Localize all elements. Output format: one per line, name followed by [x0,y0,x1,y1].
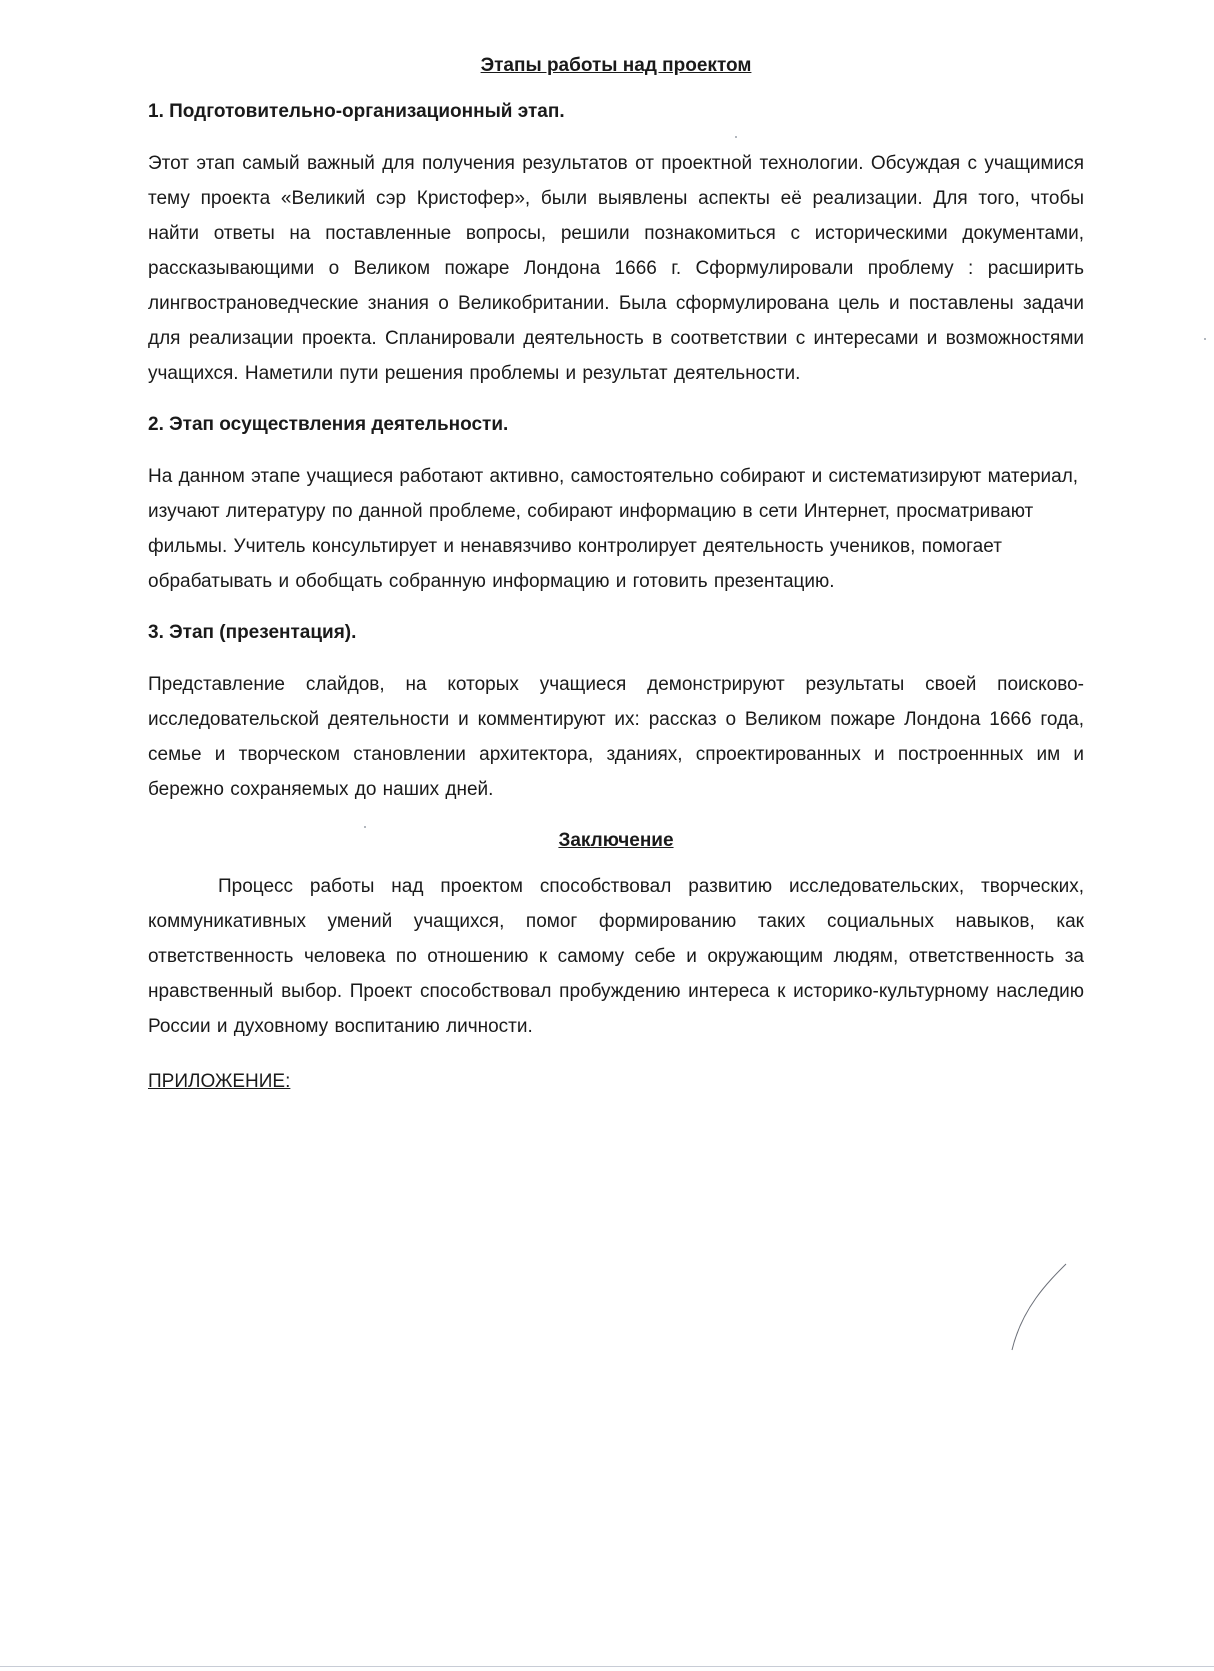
document-title: Этапы работы над проектом [480,55,752,76]
scan-bottom-edge [0,1666,1214,1667]
section-2-paragraph: На данном этапе учащиеся работают активно, самостоятельно собирают и систематизируют материал, изучают литературу по данной проблеме, собирают информацию в сети Интернет, просматривают фильмы. Учитель консультирует и ненавязчиво контролирует деятельность учеников, помогает обрабатывать и обобщать собранную информацию и готовить презентацию. [148,466,1079,592]
scan-speck [1204,338,1206,340]
scan-speck [735,136,737,138]
document-body [148,52,1084,1096]
conclusion-heading: Заключение [558,830,674,851]
scan-speck [364,826,366,828]
appendix-label: ПРИЛОЖЕНИЕ: [148,1071,291,1092]
section-3-heading: 3. Этап (презентация). [148,622,357,643]
section-3-paragraph: Представление слайдов, на которых учащиеся демонстрируют результаты своей поисково-исследовательской деятельности и комментируют их: рассказ о Великом пожаре Лондона 1666 года, семье и творческом становлении архитектора, зданиях, спроектированных и построеннных им и бережно сохраняемых до наших дней. [148,674,1084,800]
conclusion-paragraph: Процесс работы над проектом способствовал развитию исследовательских, творческих, коммуникативных умений учащихся, помог формированию таких социальных навыков, как ответственность человека по отношению к самому себе и окружающим людям, ответственность за нравственный выбор. Проект способствовал пробуждению интереса к историко-культурному наследию России и духовному воспитанию личности. [148,876,1084,1037]
section-1-paragraph: Этот этап самый важный для получения результатов от проектной технологии. Обсуждая с учащимися тему проекта «Великий сэр Кристофер», были выявлены аспекты её реализации. Для того, чтобы найти ответы на поставленные вопросы, решили познакомиться с историческими документами, рассказывающими о Великом пожаре Лондона 1666 г. Сформулировали проблему : расширить лингвострановедческие знания о Великобритании. Была сформулирована цель и поставлены задачи для реализации проекта. Спланировали деятельность в соответствии с интересами и возможностями учащихся. Наметили пути решения проблемы и результат деятельности. [148,153,1084,384]
pen-stroke-mark [1008,1262,1068,1352]
section-1-heading: 1. Подготовительно-организационный этап. [148,101,565,122]
section-2-heading: 2. Этап осуществления деятельности. [148,414,509,435]
